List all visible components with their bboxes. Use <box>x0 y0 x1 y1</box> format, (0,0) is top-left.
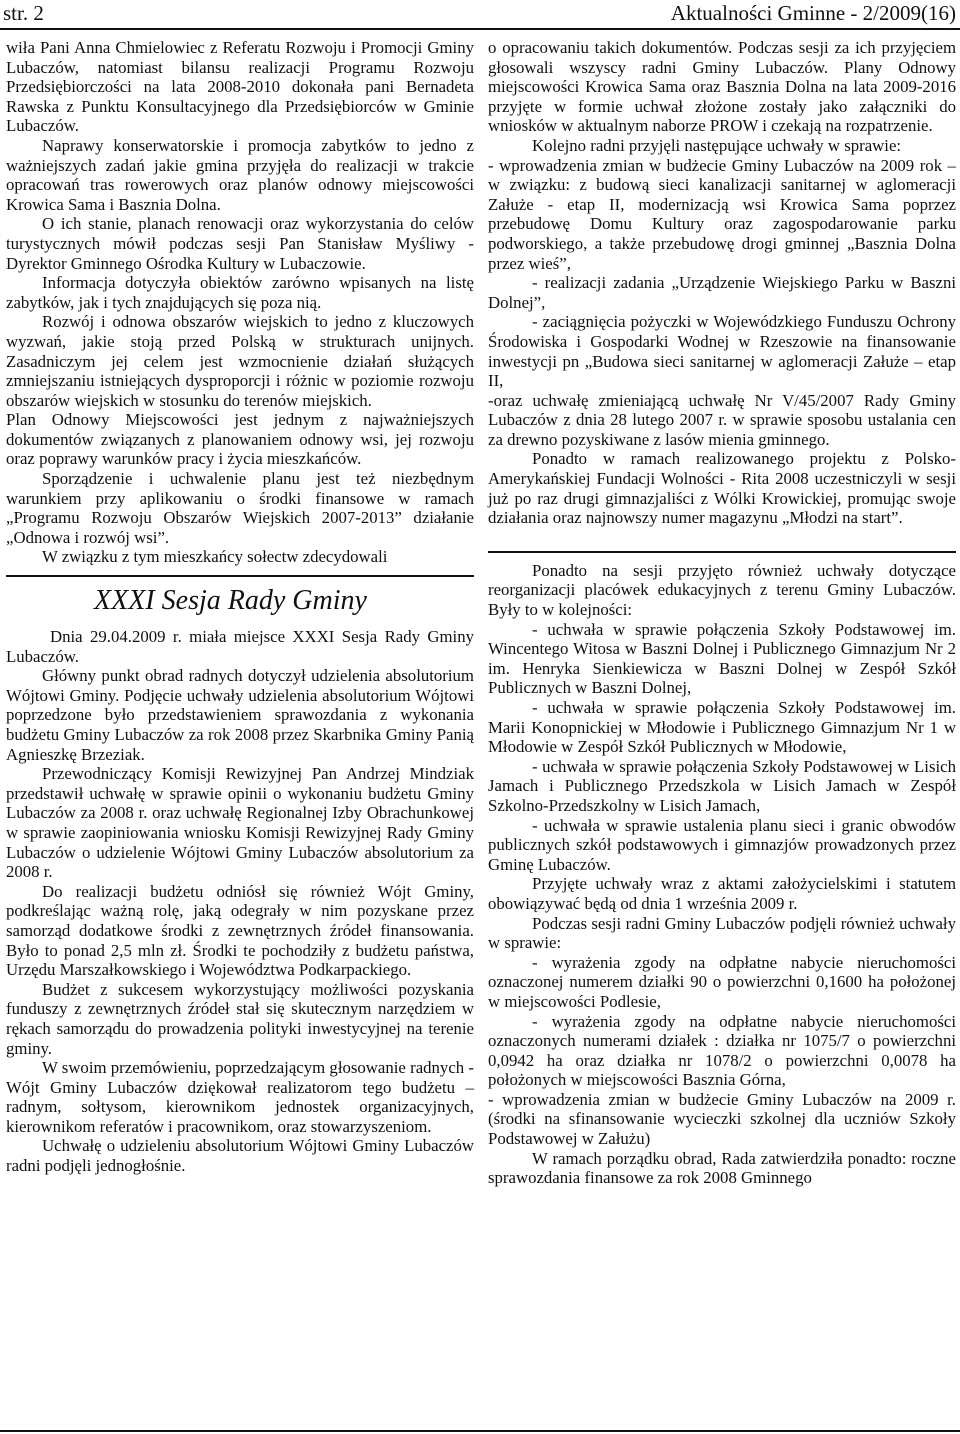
paragraph: Naprawy konserwatorskie i promocja zabytków to jedno z ważniejszych zadań jakie gmina przyjęła do realizacji w trakcie opracowań tras rowerowych oraz planów odnowy miejscowości Krowica Sama i Basznia Dolna. <box>6 135 474 214</box>
paragraph: Rozwój i odnowa obszarów wiejskich to jedno z kluczowych wyzwań, jakie stoją przed Polską w strukturach unijnych. Zasadniczym jej celem jest wzmocnienie działań służących zmniejszaniu istniejących dysproporcji i różnic w poziomie rozwoju obszarów wiejskich w stosunku do terenów miejskich. <box>6 312 474 410</box>
paragraph: - uchwała w sprawie połączenia Szkoły Podstawowej im. Wincentego Witosa w Baszni Dolnej i Publicznego Gimnazjum Nr 2 im. Henryka Sienkiewicza w Baszni Dolnej w Zespół Szkół Publicznych w Baszni Dolnej, <box>488 619 956 698</box>
paragraph: - realizacji zadania „Urządzenie Wiejskiego Parku w Baszni Dolnej”, <box>488 273 956 312</box>
paragraph: Informacja dotyczyła obiektów zarówno wpisanych na listę zabytków, jak i tych znajdujących się poza nią. <box>6 273 474 312</box>
paragraph: O ich stanie, planach renowacji oraz wykorzystania do celów turystycznych mówił podczas sesji Pan Stanisław Myśliwy - Dyrektor Gminnego Ośrodka Kultury w Lubaczowie. <box>6 214 474 273</box>
paragraph: - wyrażenia zgody na odpłatne nabycie nieruchomości oznaczonych numerami działek : działka nr 1075/7 o powierzchni 0,0942 ha oraz działka nr 1078/2 o powierzchni 0,0078 ha położonych w miejscowości Basznia Górna, <box>488 1011 956 1090</box>
paragraph: -oraz uchwałę zmieniającą uchwałę Nr V/45/2007 Rady Gminy Lubaczów z dnia 28 lutego 2007 r. w sprawie sposobu ustalania cen za drewno pozyskiwane z lasów mienia gminnego. <box>488 390 956 449</box>
paragraph: Przewodniczący Komisji Rewizyjnej Pan Andrzej Mindziak przedstawił uchwałę w sprawie opinii o wykonaniu budżetu Gminy Lubaczów za 2008 r. oraz uchwałę Regionalnej Izby Obrachunkowej w sprawie zaopiniowania wniosku Komisji Rewizyjnej Rady Gminy Lubaczów o udzielenie Wójtowi Gminy Lubaczów absolutorium za 2008 r. <box>6 764 474 882</box>
publication-title: Aktualności Gminne - 2/2009(16) <box>670 1 956 25</box>
paragraph: Główny punkt obrad radnych dotyczył udzielenia absolutorium Wójtowi Gminy. Podjęcie uchwały udzielenia absolutorium Wójtowi poprzedzone było przedstawieniem sprawozdania z wykonania budżetu Gminy Lubaczów za rok 2008 przez Skarbnika Gminy Panią Agnieszkę Brzeziak. <box>6 666 474 764</box>
section-rule <box>6 575 474 577</box>
header-rule <box>0 28 960 30</box>
paragraph: - uchwała w sprawie połączenia Szkoły Podstawowej im. Marii Konopnickiej w Młodowie i Publicznego Gimnazjum Nr 1 w Młodowie w Zespół Szkół Publicznych w Młodowie, <box>488 698 956 757</box>
paragraph: - wprowadzenia zmian w budżecie Gminy Lubaczów na 2009 r. (środki na sfinansowanie wycieczki szkolnej dla uczniów Szkoły Podstawowej w Załużu) <box>488 1089 956 1149</box>
paragraph: W związku z tym mieszkańcy sołectw zdecydowali <box>42 547 388 567</box>
paragraph: Podczas sesji radni Gminy Lubaczów podjęli również uchwały w sprawie: <box>488 913 956 953</box>
paragraph: Kolejno radni przyjęli następujące uchwały w sprawie: <box>532 135 902 155</box>
paragraph: Sporządzenie i uchwalenie planu jest też niezbędnym warunkiem przy aplikowaniu o środki finansowe w ramach „Programu Rozwoju Obszarów Wiejskich 2007-2013” działanie „Odnowa i rozwój wsi”. <box>6 469 474 547</box>
paragraph: Dnia 29.04.2009 r. miała miejsce XXXI Sesja Rady Gminy Lubaczów. <box>6 627 474 666</box>
paragraph: Ponadto na sesji przyjęto również uchwały dotyczące reorganizacji placówek edukacyjnych z terenu Gminy Lubaczów. Były to w kolejności: <box>488 560 956 620</box>
paragraph: - wprowadzenia zmian w budżecie Gminy Lubaczów na 2009 rok – w związku: z budową sieci kanalizacji sanitarnej w aglomeracji Załuże - etap II, modernizacją wsi Krowica Sama poprzez przebudowę Domu Kultury oraz zagospodarowanie parku podworskiego, a także przebudowę drogi gminnej „Basznia Dolna przez wieś”, <box>488 155 956 273</box>
section-title: XXXI Sesja Rady Gminy <box>94 585 367 617</box>
paragraph: Plan Odnowy Miejscowości jest jednym z najważniejszych dokumentów związanych z planowaniem odnowy wsi, jej rozwoju oraz poprawy warunków pracy i życia mieszkańców. <box>6 410 474 469</box>
paragraph: Ponadto w ramach realizowanego projektu z Polsko-Amerykańskiej Fundacji Wolności - Rita 2008 uczestniczyli w sesji już po raz drugi gimnazjaliści z Wólki Krowickiej, promując swoje działania oraz najnowszy numer magazynu „Młodzi na start”. <box>488 449 956 528</box>
paragraph: Budżet z sukcesem wykorzystujący możliwości pozyskania funduszy z zewnętrznych źródeł stał się skutecznym narzędziem w rękach samorządu do prowadzenia polityki inwestycyjnej na terenie gminy. <box>6 979 474 1058</box>
paragraph: o opracowaniu takich dokumentów. Podczas sesji za ich przyjęciem głosowali wszyscy radni Gminy Lubaczów. Plany Odnowy miejscowości Krowica Sama oraz Basznia Dolna na lata 2009-2016 przyjęte w formie uchwał złożone zostały jako załączniki do wniosków w aktualnym naborze PROW i czekają na rozpatrzenie. <box>488 38 956 136</box>
paragraph: - uchwała w sprawie połączenia Szkoły Podstawowej w Lisich Jamach i Publicznego Przedszkola w Lisich Jamach w Zespół Szkolno-Przedszkolny w Lisich Jamach, <box>488 756 956 815</box>
section-gap <box>488 528 956 547</box>
footer-rule <box>0 1430 960 1432</box>
paragraph: Przyjęte uchwały wraz z aktami założycielskimi i statutem obowiązywać będą od dnia 1 września 2009 r. <box>488 874 956 913</box>
paragraph: wiła Pani Anna Chmielowiec z Referatu Rozwoju i Promocji Gminy Lubaczów, natomiast bilansu realizacji Programu Rozwoju Przedsiębiorczości na lata 2008-2010 dokonała pani Bernadeta Rawska z Punktu Konsultacyjnego dla Przedsiębiorców w Gminie Lubaczów. <box>6 38 474 136</box>
paragraph: W swoim przemówieniu, poprzedzającym głosowanie radnych - Wójt Gminy Lubaczów dziękował realizatorom tego budżetu – radnym, sołtysom, kierownikom jednostek organizacyjnych, kierownikom referatów i pracownikom, oraz stowarzyszeniom. <box>6 1058 474 1136</box>
left-column <box>6 38 474 1176</box>
paragraph: Uchwałę o udzieleniu absolutorium Wójtowi Gminy Lubaczów radni podjęli jednogłośnie. <box>6 1136 474 1176</box>
page-header <box>0 0 960 30</box>
paragraph: - wyrażenia zgody na odpłatne nabycie nieruchomości oznaczonej numerem działki 90 o powierzchni 0,1600 ha położonej w miejscowości Podlesie, <box>488 952 956 1011</box>
paragraph: - zaciągnięcia pożyczki w Wojewódzkiego Funduszu Ochrony Środowiska i Gospodarki Wodnej w Rzeszowie na finansowanie inwestycji pn „Budowa sieci sanitarnej w aglomeracji Załuże – etap II, <box>488 312 956 391</box>
paragraph: W ramach porządku obrad, Rada zatwierdziła ponadto: roczne sprawozdania finansowe za rok 2008 Gminnego <box>488 1148 956 1188</box>
section-rule <box>488 551 956 553</box>
page-number: str. 2 <box>3 1 44 25</box>
paragraph: Do realizacji budżetu odniósł się również Wójt Gminy, podkreślając ważną rolę, jaką odegrały w nim pozyskane przez samorząd dodatkowe środki z zewnętrznych źródeł finansowania. Było to ponad 2,5 mln zł. Środki te pochodziły z budżetu państwa, Urzędu Marszałkowskiego i Województwa Podkarpackiego. <box>6 881 474 980</box>
paragraph: - uchwała w sprawie ustalenia planu sieci i granic obwodów publicznych szkół podstawowych i gimnazjów prowadzonych przez Gminę Lubaczów. <box>488 815 956 874</box>
right-column <box>488 38 956 1188</box>
